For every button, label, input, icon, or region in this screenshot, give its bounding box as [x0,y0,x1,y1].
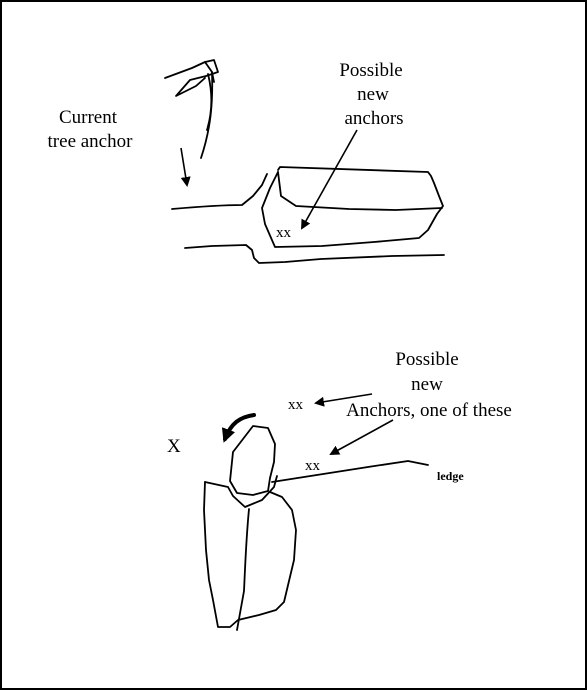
anchor-mark-top: xx [276,225,291,241]
label-possible-top-line3: anchors [344,108,404,129]
pillar-sketch [204,426,296,630]
ledge-label: ledge [437,469,464,483]
anchor-mark-upper: xx [288,397,303,413]
arrow-possible-top [302,130,357,228]
bottom-sketch [167,349,512,630]
label-current-line1: Current [58,107,118,128]
anchor-mark-lower: xx [305,458,320,474]
label-possible-bottom-line1: Possible [395,349,459,370]
label-possible-bottom-line3: Anchors, one of these [346,400,512,421]
ground-line-lower [185,245,444,263]
arrow-current-anchor [181,148,187,185]
label-current-line2: tree anchor [47,131,133,152]
label-possible-top-line2: new [357,84,389,105]
diagram-border [1,1,586,689]
label-possible-bottom-line2: new [411,374,443,395]
top-sketch [48,60,444,263]
tree-anchor-sketch [165,60,218,158]
ledge-line [272,461,428,482]
arrow-to-lower-xx [331,420,393,454]
x-mark: X [167,436,181,457]
label-possible-top-line1: Possible [339,60,403,81]
curved-move-arrow [225,415,254,439]
